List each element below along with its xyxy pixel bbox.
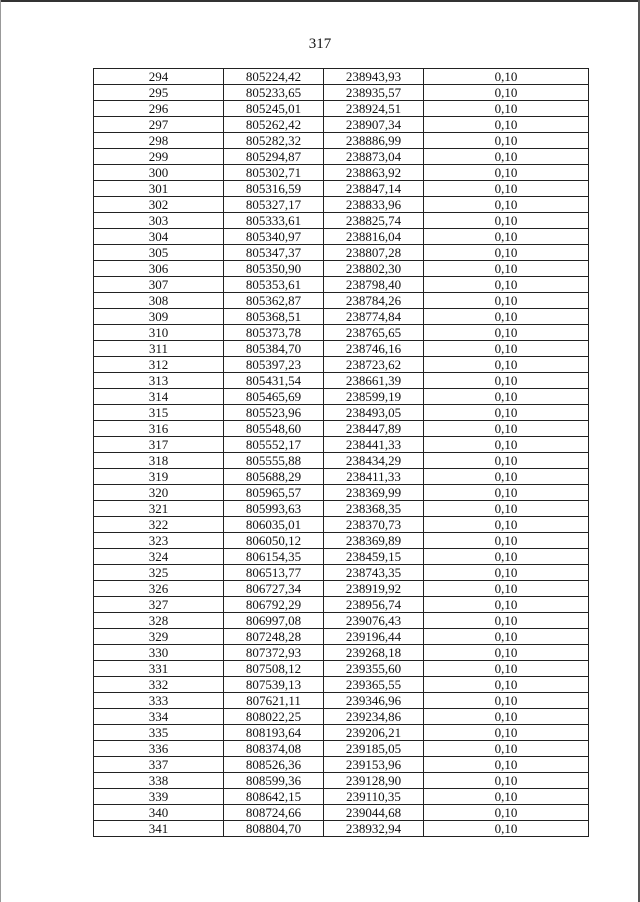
table-row (94, 197, 589, 213)
y-coordinate-cell: 239346,96 (324, 693, 424, 709)
tolerance-cell: 0,10 (424, 773, 589, 789)
y-coordinate-cell: 239128,90 (324, 773, 424, 789)
table-row (94, 117, 589, 133)
tolerance-cell: 0,10 (424, 245, 589, 261)
point-number-cell: 306 (94, 261, 224, 277)
tolerance-cell: 0,10 (424, 213, 589, 229)
point-number-cell: 329 (94, 629, 224, 645)
tolerance-cell: 0,10 (424, 165, 589, 181)
x-coordinate-cell: 808599,36 (224, 773, 324, 789)
tolerance-cell: 0,10 (424, 597, 589, 613)
table-row (94, 69, 589, 85)
table-row (94, 533, 589, 549)
x-coordinate-cell: 805993,63 (224, 501, 324, 517)
y-coordinate-cell: 238723,62 (324, 357, 424, 373)
x-coordinate-cell: 805302,71 (224, 165, 324, 181)
x-coordinate-cell: 808642,15 (224, 789, 324, 805)
point-number-cell: 316 (94, 421, 224, 437)
point-number-cell: 304 (94, 229, 224, 245)
tolerance-cell: 0,10 (424, 357, 589, 373)
point-number-cell: 323 (94, 533, 224, 549)
x-coordinate-cell: 805350,90 (224, 261, 324, 277)
y-coordinate-cell: 239355,60 (324, 661, 424, 677)
y-coordinate-cell: 238369,99 (324, 485, 424, 501)
y-coordinate-cell: 238807,28 (324, 245, 424, 261)
tolerance-cell: 0,10 (424, 197, 589, 213)
tolerance-cell: 0,10 (424, 149, 589, 165)
table-row (94, 85, 589, 101)
x-coordinate-cell: 806154,35 (224, 549, 324, 565)
y-coordinate-cell: 238784,26 (324, 293, 424, 309)
point-number-cell: 327 (94, 597, 224, 613)
x-coordinate-cell: 805316,59 (224, 181, 324, 197)
table-row (94, 661, 589, 677)
table-row (94, 757, 589, 773)
y-coordinate-cell: 238743,35 (324, 565, 424, 581)
tolerance-cell: 0,10 (424, 709, 589, 725)
x-coordinate-cell: 806997,08 (224, 613, 324, 629)
table-row (94, 469, 589, 485)
y-coordinate-cell: 238919,92 (324, 581, 424, 597)
x-coordinate-cell: 807508,12 (224, 661, 324, 677)
table-row (94, 261, 589, 277)
x-coordinate-cell: 805333,61 (224, 213, 324, 229)
x-coordinate-cell: 807539,13 (224, 677, 324, 693)
tolerance-cell: 0,10 (424, 757, 589, 773)
tolerance-cell: 0,10 (424, 485, 589, 501)
table-row (94, 341, 589, 357)
point-number-cell: 335 (94, 725, 224, 741)
point-number-cell: 336 (94, 741, 224, 757)
tolerance-cell: 0,10 (424, 613, 589, 629)
y-coordinate-cell: 238447,89 (324, 421, 424, 437)
table-row (94, 277, 589, 293)
tolerance-cell: 0,10 (424, 517, 589, 533)
y-coordinate-cell: 238765,65 (324, 325, 424, 341)
x-coordinate-cell: 805552,17 (224, 437, 324, 453)
table-row (94, 405, 589, 421)
tolerance-cell: 0,10 (424, 533, 589, 549)
point-number-cell: 299 (94, 149, 224, 165)
point-number-cell: 331 (94, 661, 224, 677)
x-coordinate-cell: 806035,01 (224, 517, 324, 533)
point-number-cell: 300 (94, 165, 224, 181)
tolerance-cell: 0,10 (424, 69, 589, 85)
table-row (94, 325, 589, 341)
y-coordinate-cell: 238873,04 (324, 149, 424, 165)
table-row (94, 453, 589, 469)
x-coordinate-cell: 808526,36 (224, 757, 324, 773)
x-coordinate-cell: 806050,12 (224, 533, 324, 549)
table-row (94, 213, 589, 229)
y-coordinate-cell: 238368,35 (324, 501, 424, 517)
tolerance-cell: 0,10 (424, 453, 589, 469)
point-number-cell: 314 (94, 389, 224, 405)
point-number-cell: 296 (94, 101, 224, 117)
y-coordinate-cell: 239234,86 (324, 709, 424, 725)
table-row (94, 517, 589, 533)
table-row (94, 805, 589, 821)
x-coordinate-cell: 805233,65 (224, 85, 324, 101)
y-coordinate-cell: 239153,96 (324, 757, 424, 773)
table-row (94, 773, 589, 789)
tolerance-cell: 0,10 (424, 725, 589, 741)
y-coordinate-cell: 238956,74 (324, 597, 424, 613)
tolerance-cell: 0,10 (424, 581, 589, 597)
y-coordinate-cell: 239076,43 (324, 613, 424, 629)
y-coordinate-cell: 238774,84 (324, 309, 424, 325)
table-body (94, 69, 589, 837)
table-row (94, 677, 589, 693)
point-number-cell: 313 (94, 373, 224, 389)
tolerance-cell: 0,10 (424, 741, 589, 757)
point-number-cell: 307 (94, 277, 224, 293)
x-coordinate-cell: 805282,32 (224, 133, 324, 149)
tolerance-cell: 0,10 (424, 293, 589, 309)
point-number-cell: 326 (94, 581, 224, 597)
y-coordinate-cell: 238847,14 (324, 181, 424, 197)
tolerance-cell: 0,10 (424, 693, 589, 709)
tolerance-cell: 0,10 (424, 373, 589, 389)
x-coordinate-cell: 805353,61 (224, 277, 324, 293)
table-row (94, 389, 589, 405)
y-coordinate-cell: 238907,34 (324, 117, 424, 133)
y-coordinate-cell: 239268,18 (324, 645, 424, 661)
table-row (94, 229, 589, 245)
y-coordinate-cell: 238825,74 (324, 213, 424, 229)
point-number-cell: 310 (94, 325, 224, 341)
tolerance-cell: 0,10 (424, 325, 589, 341)
x-coordinate-cell: 806513,77 (224, 565, 324, 581)
table-row (94, 165, 589, 181)
table-row (94, 565, 589, 581)
table-row (94, 245, 589, 261)
tolerance-cell: 0,10 (424, 677, 589, 693)
tolerance-cell: 0,10 (424, 421, 589, 437)
coordinates-table-container (93, 68, 589, 837)
x-coordinate-cell: 807372,93 (224, 645, 324, 661)
point-number-cell: 297 (94, 117, 224, 133)
tolerance-cell: 0,10 (424, 309, 589, 325)
tolerance-cell: 0,10 (424, 821, 589, 837)
x-coordinate-cell: 805397,23 (224, 357, 324, 373)
point-number-cell: 322 (94, 517, 224, 533)
point-number-cell: 298 (94, 133, 224, 149)
tolerance-cell: 0,10 (424, 645, 589, 661)
x-coordinate-cell: 806727,34 (224, 581, 324, 597)
table-row (94, 149, 589, 165)
table-row (94, 629, 589, 645)
table-row (94, 821, 589, 837)
point-number-cell: 320 (94, 485, 224, 501)
table-row (94, 421, 589, 437)
table-row (94, 741, 589, 757)
point-number-cell: 318 (94, 453, 224, 469)
y-coordinate-cell: 238369,89 (324, 533, 424, 549)
x-coordinate-cell: 808724,66 (224, 805, 324, 821)
point-number-cell: 340 (94, 805, 224, 821)
x-coordinate-cell: 805965,57 (224, 485, 324, 501)
y-coordinate-cell: 238411,33 (324, 469, 424, 485)
page-number: 317 (308, 36, 332, 52)
y-coordinate-cell: 238802,30 (324, 261, 424, 277)
point-number-cell: 295 (94, 85, 224, 101)
table-row (94, 293, 589, 309)
tolerance-cell: 0,10 (424, 549, 589, 565)
point-number-cell: 338 (94, 773, 224, 789)
x-coordinate-cell: 805555,88 (224, 453, 324, 469)
tolerance-cell: 0,10 (424, 789, 589, 805)
y-coordinate-cell: 238886,99 (324, 133, 424, 149)
coordinates-table (93, 68, 589, 837)
tolerance-cell: 0,10 (424, 85, 589, 101)
y-coordinate-cell: 238746,16 (324, 341, 424, 357)
point-number-cell: 302 (94, 197, 224, 213)
table-row (94, 725, 589, 741)
x-coordinate-cell: 805294,87 (224, 149, 324, 165)
table-row (94, 549, 589, 565)
table-row (94, 437, 589, 453)
table-row (94, 181, 589, 197)
point-number-cell: 321 (94, 501, 224, 517)
x-coordinate-cell: 807621,11 (224, 693, 324, 709)
table-row (94, 357, 589, 373)
tolerance-cell: 0,10 (424, 277, 589, 293)
y-coordinate-cell: 238833,96 (324, 197, 424, 213)
x-coordinate-cell: 807248,28 (224, 629, 324, 645)
point-number-cell: 317 (94, 437, 224, 453)
y-coordinate-cell: 239206,21 (324, 725, 424, 741)
y-coordinate-cell: 239044,68 (324, 805, 424, 821)
y-coordinate-cell: 238493,05 (324, 405, 424, 421)
point-number-cell: 311 (94, 341, 224, 357)
y-coordinate-cell: 238441,33 (324, 437, 424, 453)
tolerance-cell: 0,10 (424, 389, 589, 405)
y-coordinate-cell: 238459,15 (324, 549, 424, 565)
table-row (94, 613, 589, 629)
point-number-cell: 315 (94, 405, 224, 421)
x-coordinate-cell: 805688,29 (224, 469, 324, 485)
y-coordinate-cell: 238434,29 (324, 453, 424, 469)
y-coordinate-cell: 238599,19 (324, 389, 424, 405)
y-coordinate-cell: 238935,57 (324, 85, 424, 101)
x-coordinate-cell: 805431,54 (224, 373, 324, 389)
tolerance-cell: 0,10 (424, 629, 589, 645)
tolerance-cell: 0,10 (424, 437, 589, 453)
x-coordinate-cell: 805368,51 (224, 309, 324, 325)
x-coordinate-cell: 806792,29 (224, 597, 324, 613)
x-coordinate-cell: 805327,17 (224, 197, 324, 213)
tolerance-cell: 0,10 (424, 661, 589, 677)
y-coordinate-cell: 238661,39 (324, 373, 424, 389)
tolerance-cell: 0,10 (424, 101, 589, 117)
y-coordinate-cell: 239110,35 (324, 789, 424, 805)
point-number-cell: 305 (94, 245, 224, 261)
x-coordinate-cell: 805548,60 (224, 421, 324, 437)
point-number-cell: 332 (94, 677, 224, 693)
x-coordinate-cell: 805340,97 (224, 229, 324, 245)
point-number-cell: 334 (94, 709, 224, 725)
point-number-cell: 337 (94, 757, 224, 773)
point-number-cell: 328 (94, 613, 224, 629)
y-coordinate-cell: 238863,92 (324, 165, 424, 181)
y-coordinate-cell: 238943,93 (324, 69, 424, 85)
x-coordinate-cell: 805347,37 (224, 245, 324, 261)
x-coordinate-cell: 808193,64 (224, 725, 324, 741)
point-number-cell: 339 (94, 789, 224, 805)
point-number-cell: 294 (94, 69, 224, 85)
tolerance-cell: 0,10 (424, 229, 589, 245)
tolerance-cell: 0,10 (424, 117, 589, 133)
x-coordinate-cell: 808022,25 (224, 709, 324, 725)
y-coordinate-cell: 239365,55 (324, 677, 424, 693)
table-row (94, 597, 589, 613)
x-coordinate-cell: 805523,96 (224, 405, 324, 421)
point-number-cell: 333 (94, 693, 224, 709)
x-coordinate-cell: 805384,70 (224, 341, 324, 357)
scan-border-top (0, 0, 640, 2)
tolerance-cell: 0,10 (424, 805, 589, 821)
tolerance-cell: 0,10 (424, 133, 589, 149)
tolerance-cell: 0,10 (424, 565, 589, 581)
point-number-cell: 341 (94, 821, 224, 837)
x-coordinate-cell: 805245,01 (224, 101, 324, 117)
y-coordinate-cell: 238798,40 (324, 277, 424, 293)
point-number-cell: 301 (94, 181, 224, 197)
scan-border-left (0, 0, 1, 902)
table-row (94, 501, 589, 517)
point-number-cell: 319 (94, 469, 224, 485)
y-coordinate-cell: 239196,44 (324, 629, 424, 645)
point-number-cell: 325 (94, 565, 224, 581)
tolerance-cell: 0,10 (424, 469, 589, 485)
x-coordinate-cell: 805373,78 (224, 325, 324, 341)
tolerance-cell: 0,10 (424, 261, 589, 277)
point-number-cell: 303 (94, 213, 224, 229)
x-coordinate-cell: 808804,70 (224, 821, 324, 837)
tolerance-cell: 0,10 (424, 405, 589, 421)
point-number-cell: 312 (94, 357, 224, 373)
table-row (94, 309, 589, 325)
y-coordinate-cell: 238370,73 (324, 517, 424, 533)
point-number-cell: 308 (94, 293, 224, 309)
table-row (94, 485, 589, 501)
point-number-cell: 324 (94, 549, 224, 565)
table-row (94, 693, 589, 709)
x-coordinate-cell: 805465,69 (224, 389, 324, 405)
tolerance-cell: 0,10 (424, 341, 589, 357)
tolerance-cell: 0,10 (424, 501, 589, 517)
x-coordinate-cell: 805262,42 (224, 117, 324, 133)
y-coordinate-cell: 238924,51 (324, 101, 424, 117)
point-number-cell: 330 (94, 645, 224, 661)
table-row (94, 373, 589, 389)
table-row (94, 709, 589, 725)
table-row (94, 133, 589, 149)
x-coordinate-cell: 808374,08 (224, 741, 324, 757)
table-row (94, 645, 589, 661)
tolerance-cell: 0,10 (424, 181, 589, 197)
y-coordinate-cell: 239185,05 (324, 741, 424, 757)
x-coordinate-cell: 805224,42 (224, 69, 324, 85)
table-row (94, 581, 589, 597)
point-number-cell: 309 (94, 309, 224, 325)
x-coordinate-cell: 805362,87 (224, 293, 324, 309)
table-row (94, 101, 589, 117)
table-row (94, 789, 589, 805)
y-coordinate-cell: 238816,04 (324, 229, 424, 245)
y-coordinate-cell: 238932,94 (324, 821, 424, 837)
